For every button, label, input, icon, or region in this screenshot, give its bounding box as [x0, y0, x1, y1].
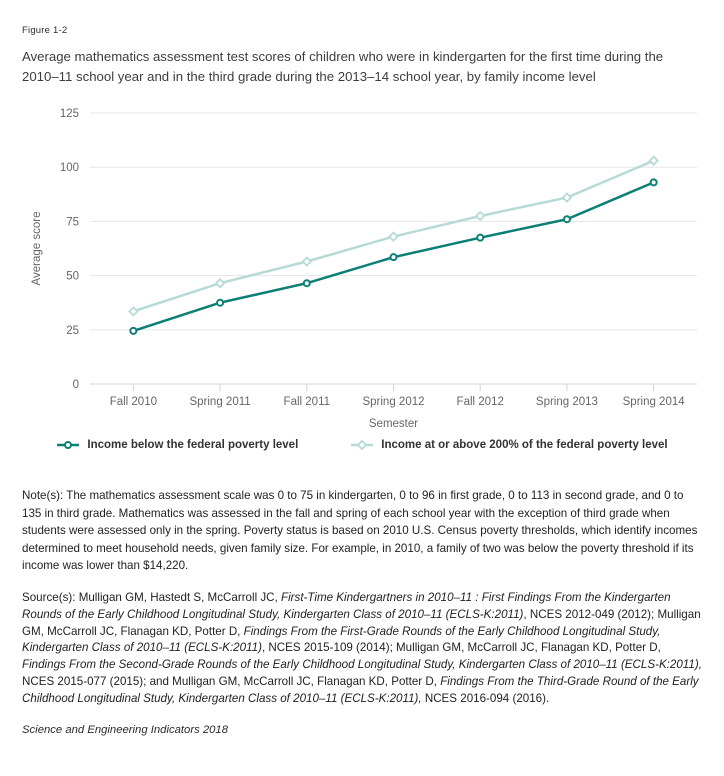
- data-point-marker: [217, 300, 223, 306]
- data-point-marker: [650, 157, 658, 165]
- sources-paragraph: [22, 590, 702, 708]
- legend-line-circle-icon: [56, 439, 80, 451]
- legend-item-above-200pct: [350, 439, 667, 451]
- chart-area: [0, 96, 702, 433]
- chart-legend: [22, 439, 702, 451]
- source-text: NCES 2016-094 (2016).: [421, 691, 550, 705]
- data-point-marker: [304, 280, 310, 286]
- y-tick-label: 100: [59, 162, 79, 175]
- page-title: Average mathematics assessment test scores of children who were in kindergarten for the first time during the 2010–11 school year and in the third grade during the 2013–14 school year, by family income level: [22, 49, 664, 85]
- y-tick-label: 125: [59, 107, 79, 120]
- footer-publication: Science and Engineering Indicators 2018: [22, 723, 228, 736]
- legend-line-diamond-icon: [350, 439, 374, 451]
- y-tick-label: 0: [72, 378, 79, 391]
- x-tick-label: Spring 2013: [535, 395, 598, 408]
- source-title: First-Time Kindergartners in 2010–11 : First Findings From the Kindergarten Rounds of the Early Childhood Longitudinal Study, Kindergarten Class of 2010–11 (ECLS-K:2011): [22, 590, 671, 621]
- data-point-marker: [303, 257, 311, 265]
- line-chart: [0, 96, 724, 428]
- source-text: Source(s): Mulligan GM, Hastedt S, McCarroll JC,: [22, 590, 281, 604]
- data-point-marker: [391, 254, 397, 260]
- x-tick-label: Spring 2011: [189, 395, 251, 408]
- source-text: NCES 2015-077 (2015); and Mulligan GM, McCarroll JC, Flanagan KD, Potter D,: [22, 674, 441, 688]
- data-point-marker: [390, 232, 398, 240]
- data-point-marker: [216, 279, 224, 287]
- source-title: Findings From the Third-Grade Round of the Early Childhood Longitudinal Study, Kindergarten Class of 2010–11 (ECLS-K:2011),: [22, 674, 699, 705]
- source-text: , NCES 2015-109 (2014); Mulligan GM, McCarroll JC, Flanagan KD, Potter D,: [261, 641, 661, 655]
- x-axis-title: Semester: [368, 417, 419, 428]
- y-axis-title: Average score: [31, 211, 43, 286]
- data-point-marker: [130, 328, 136, 334]
- data-point-marker: [129, 307, 137, 315]
- y-tick-label: 25: [66, 324, 79, 337]
- x-tick-label: Fall 2012: [456, 395, 504, 408]
- figure-label: Figure 1-2: [22, 25, 68, 36]
- legend-label-below-poverty: Income below the federal poverty level: [87, 438, 299, 451]
- x-tick-label: Fall 2011: [283, 395, 331, 408]
- data-point-marker: [564, 216, 570, 222]
- notes-paragraph: Note(s): The mathematics assessment scale was 0 to 75 in kindergarten, 0 to 96 in first grade, 0 to 113 in second grade, and 0 to 135 in third grade. Mathematics was assessed in the fall and spring of each school year with the exception of third grade when students were assessed only in the spring. Poverty status is based on 2010 U.S. Census poverty thresholds, which identify incomes determined to meet household needs, given family size. For example, in 2010, a family of two was below the poverty threshold if its income was lower than $14,220.: [22, 488, 698, 573]
- source-title: Findings From the First-Grade Rounds of the Early Childhood Longitudinal Study, Kindergarten Class of 2010–11 (ECLS-K:2011): [22, 624, 661, 655]
- x-tick-label: Spring 2014: [622, 395, 685, 408]
- x-tick-label: Spring 2012: [362, 395, 425, 408]
- source-text: , NCES 2012-049 (2012); Mulligan GM, McCarroll JC, Flanagan KD, Potter D,: [22, 607, 701, 638]
- data-point-marker: [477, 235, 483, 241]
- data-point-marker: [476, 212, 484, 220]
- y-tick-label: 50: [66, 270, 79, 283]
- source-title: Findings From the Second-Grade Rounds of the Early Childhood Longitudinal Study, Kindergarten Class of 2010–11 (ECLS-K:2011),: [22, 658, 702, 672]
- x-tick-label: Fall 2010: [109, 395, 158, 408]
- data-point-marker: [651, 179, 657, 185]
- legend-item-below-poverty: [56, 439, 298, 451]
- y-tick-label: 75: [66, 216, 79, 229]
- legend-label-above-200pct: Income at or above 200% of the federal poverty level: [381, 438, 668, 451]
- data-point-marker: [563, 193, 571, 201]
